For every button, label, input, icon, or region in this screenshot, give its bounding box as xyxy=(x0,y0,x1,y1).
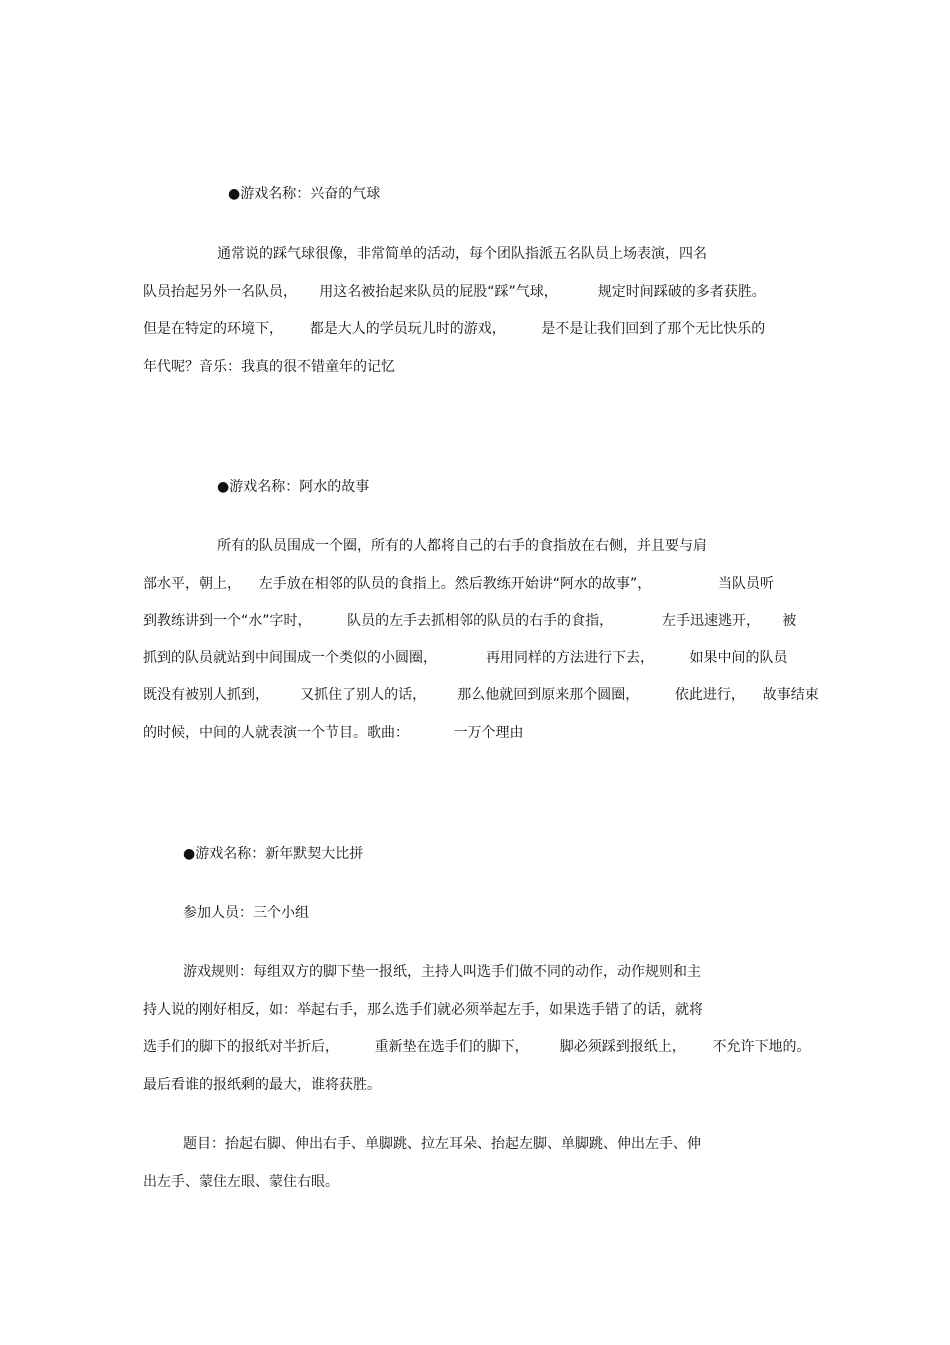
paragraph-line: 通常说的踩气球很像，非常简单的活动，每个团队指派五名队员上场表演，四名 xyxy=(217,246,707,262)
paragraph-line: 的时候，中间的人就表演一个节目。歌曲： 一万个理由 xyxy=(143,725,524,741)
paragraph-line: 队员抬起另外一名队员， 用这名被抬起来队员的屁股“踩”气球， 规定时间踩破的多者获胜。 xyxy=(143,284,766,300)
paragraph-line: 既没有被别人抓到， 又抓住了别人的话， 那么他就回到原来那个圆圈， 依此进行， 故事结束 xyxy=(143,687,819,703)
paragraph-line: 年代呢？音乐：我真的很不错童年的记忆 xyxy=(143,359,395,375)
topics-line: 题目：抬起右脚、伸出右手、单脚跳、拉左耳朵、抬起左脚、单脚跳、伸出左手、伸 xyxy=(183,1136,701,1152)
paragraph-line: 但是在特定的环境下， 都是大人的学员玩儿时的游戏， 是不是让我们回到了那个无比快乐的 xyxy=(143,321,766,337)
paragraph-line: 部水平，朝上， 左手放在相邻的队员的食指上。然后教练开始讲“阿水的故事”， 当队员听 xyxy=(143,576,775,592)
section-heading-balloon: ●游戏名称：兴奋的气球 xyxy=(228,186,381,202)
paragraph-line: 到教练讲到一个“水”字时， 队员的左手去抓相邻的队员的右手的食指， 左手迅速逃开， 被 xyxy=(143,613,797,629)
participants-line: 参加人员：三个小组 xyxy=(183,905,309,921)
rules-line: 选手们的脚下的报纸对半折后， 重新垫在选手们的脚下， 脚必须踩到报纸上， 不允许下地的。 xyxy=(143,1039,811,1055)
paragraph-line: 所有的队员围成一个圈，所有的人都将自己的右手的食指放在右侧，并且要与肩 xyxy=(217,538,707,554)
section-heading-water-story: ●游戏名称：阿水的故事 xyxy=(217,479,370,495)
paragraph-line: 抓到的队员就站到中间围成一个类似的小圆圈， 再用同样的方法进行下去， 如果中间的队员 xyxy=(143,650,788,666)
section-heading-new-year: ●游戏名称：新年默契大比拼 xyxy=(183,846,364,862)
rules-line: 最后看谁的报纸剩的最大，谁将获胜。 xyxy=(143,1077,381,1093)
rules-line: 游戏规则：每组双方的脚下垫一报纸，主持人叫选手们做不同的动作，动作规则和主 xyxy=(183,964,701,980)
topics-line: 出左手、蒙住左眼、蒙住右眼。 xyxy=(143,1174,339,1190)
rules-line: 持人说的刚好相反，如：举起右手，那么选手们就必须举起左手，如果选手错了的话，就将 xyxy=(143,1002,703,1018)
